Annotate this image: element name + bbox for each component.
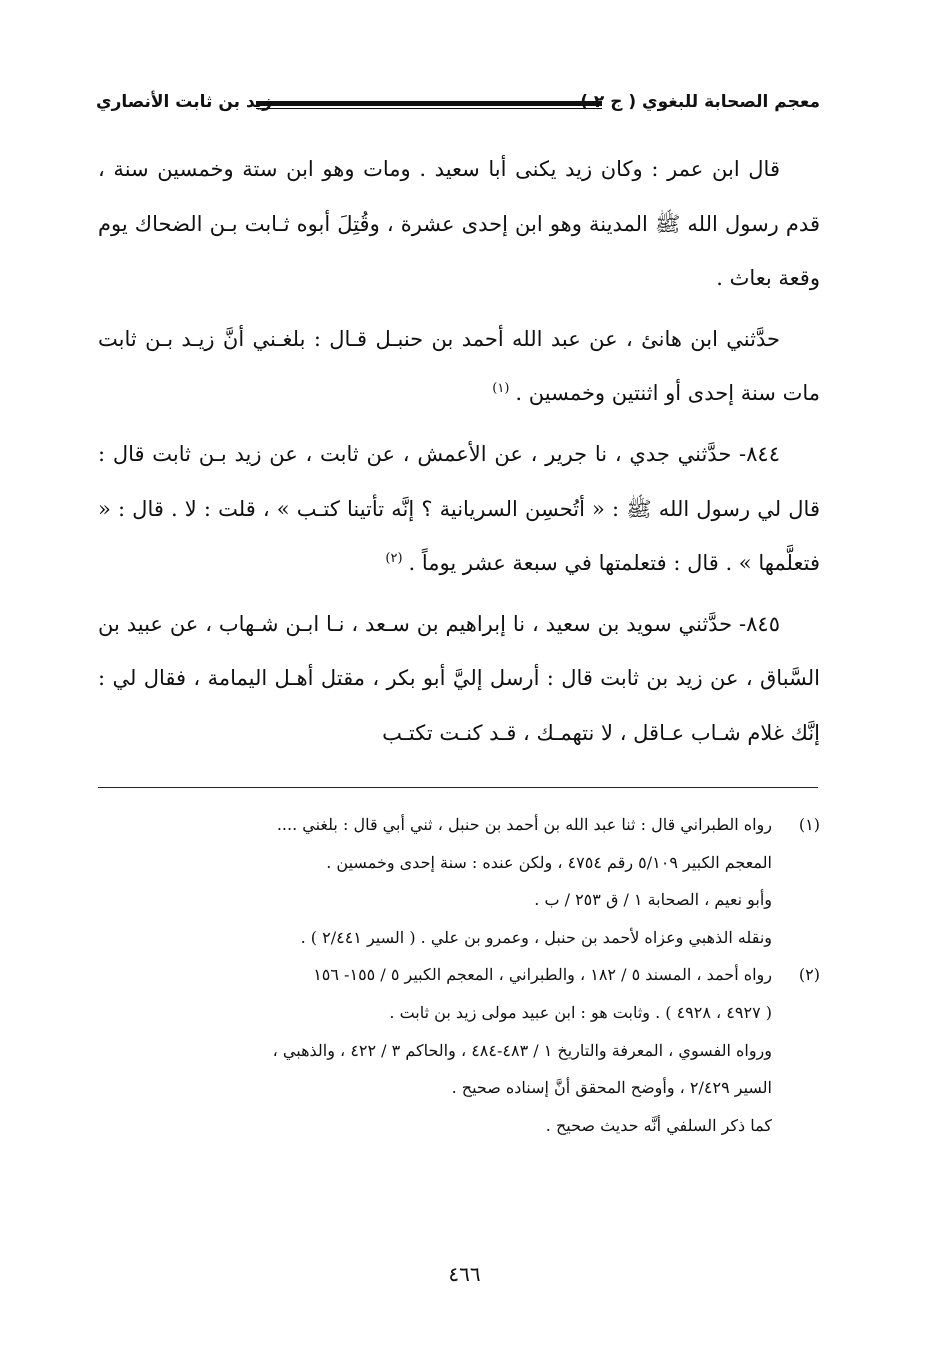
paragraph-4	[98, 597, 820, 761]
section-title: زيد بن ثابت الأنصاري	[96, 92, 272, 112]
footnote-body	[98, 956, 772, 1144]
main-text	[98, 142, 820, 767]
header-rule-thin	[256, 108, 602, 109]
footnote-2	[98, 956, 820, 1144]
paragraph-4-text: ٨٤٥- حدَّثني سويد بن سعيد ، نا إبراهيم بن سـعد ، نـا ابـن شـهاب ، عن عبيد بن السَّباق ، عن زيد بن ثابت قال : أرسل إليَّ أبو بكر ، مقتل أهـل اليمامة ، فقال لي : إنَّك غلام شـاب عـاقل ، لا نتهمـك ، قـد كنـت تكتـب	[98, 611, 821, 745]
footnote-ref-1[interactable]: (١)	[492, 381, 510, 397]
paragraph-2-text: حدَّثني ابن هانئ ، عن عبد الله أحمد بن حنبـل قـال : بلغـني أنَّ زيـد بـن ثابت مات سنة إحدى أو اثنتين وخمسين .	[98, 326, 820, 406]
footnote-line: السير ٢/٤٢٩ ، وأوضح المحقق أنَّ إسناده صحيح .	[451, 1078, 772, 1098]
footnote-body	[98, 806, 772, 956]
paragraph-2	[98, 312, 820, 421]
footnote-number: (٢)	[798, 965, 820, 985]
paragraph-1-text: قال ابن عمر : وكان زيد يكنى أبا سعيد . ومات وهو ابن ستة وخمسين سنة ، قدم رسول الله ﷺ المدينة وهو ابن إحدى عشرة ، وقُتِلَ أبوه ثـابت بـن الضحاك يوم وقعة بعاث .	[98, 157, 820, 291]
footnotes	[98, 806, 820, 1144]
footnote-line: كما ذكر السلفي أنَّه حديث صحيح .	[545, 1115, 772, 1135]
book-title: معجم الصحابة للبغوي ( ج ٢ )	[580, 92, 820, 112]
footnote-line: رواه أحمد ، المسند ٥ / ١٨٢ ، والطبراني ، المعجم الكبير ٥ / ١٥٥- ١٥٦	[313, 965, 772, 985]
footnote-ref-2[interactable]: (٢)	[385, 551, 403, 567]
page-number: ٤٦٦	[448, 1262, 481, 1286]
footnote-line: المعجم الكبير ٥/١٠٩ رقم ٤٧٥٤ ، ولكن عنده : سنة إحدى وخمسين .	[326, 852, 772, 872]
footnote-1	[98, 806, 820, 956]
footnote-line: ورواه الفسوي ، المعرفة والتاريخ ١ / ٤٨٣-٤٨٤ ، والحاكم ٣ / ٤٢٢ ، والذهبي ،	[272, 1040, 772, 1060]
footnote-number: (١)	[798, 815, 820, 834]
header-rule	[256, 101, 602, 106]
paragraph-1	[98, 142, 820, 306]
footnote-line: رواه الطبراني قال : ثنا عبد الله بن أحمد بن حنبل ، ثني أبي قال : بلغني ....	[276, 815, 772, 834]
running-header	[96, 86, 820, 120]
footnote-line: وأبو نعيم ، الصحابة ١ / ق ٢٥٣ / ب .	[534, 890, 772, 910]
footnote-separator	[98, 787, 818, 788]
paragraph-3	[98, 427, 820, 591]
footnote-line: ( ٤٩٢٧ ، ٤٩٢٨ ) . وثابت هو : ابن عبيد مولى زيد بن ثابت .	[389, 1002, 772, 1022]
footnote-line: ونقله الذهبي وعزاه لأحمد بن حنبل ، وعمرو بن علي . ( السير ٢/٤٤١ ) .	[300, 927, 772, 947]
paragraph-3-text: ٨٤٤- حدَّثني جدي ، نا جرير ، عن الأعمش ، عن ثابت ، عن زيد بـن ثابت قال : قال لي رسول الله ﷺ : « أتُحسِن السريانية ؟ إنَّه تأتينا كتـب » ، قلت : لا . قال : « فتعلَّمها » . قال : فتعلمتها في سبعة عشر يوماً .	[98, 441, 820, 576]
